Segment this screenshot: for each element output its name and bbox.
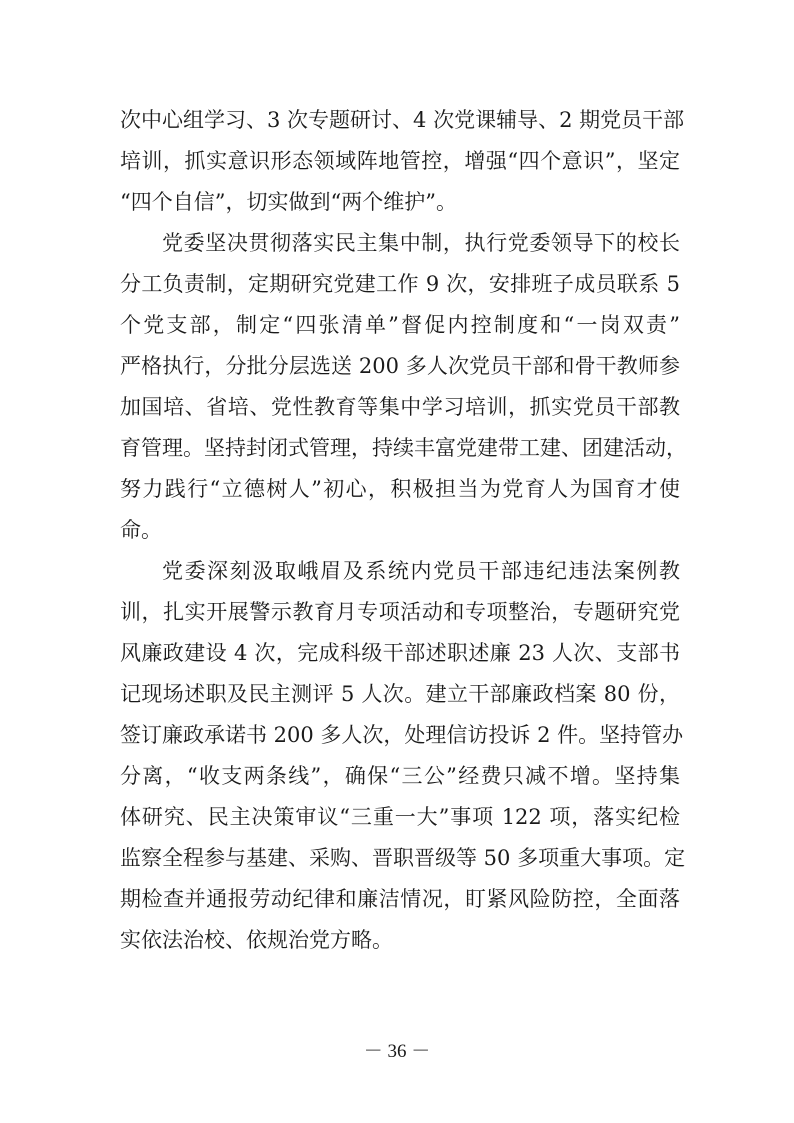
paragraph-2-line-8: 命。 <box>120 518 162 542</box>
paragraph-3-line-8: 监察全程参与基建、采购、晋职晋级等 50 多项重大事项。定 <box>120 846 686 870</box>
paragraph-2-line-3: 个党支部，制定“四张清单”督促内控制度和“一岗双责” <box>120 313 680 337</box>
paragraph-1-line-3: “四个自信”，切实做到“两个维护”。 <box>120 190 457 214</box>
paragraph-3-line-5: 签订廉政承诺书 200 多人次，处理信访投诉 2 件。坚持管办 <box>120 723 684 747</box>
paragraph-3-line-6: 分离，“收支两条线”，确保“三公”经费只减不增。坚持集 <box>120 764 680 788</box>
paragraph-2-line-4: 严格执行，分批分层选送 200 多人次党员干部和骨干教师参 <box>120 354 680 378</box>
paragraph-1-line-1: 次中心组学习、3 次专题研讨、4 次党课辅导、2 期党员干部 <box>120 108 685 132</box>
body-text <box>120 100 687 961</box>
page-number: － 36 － <box>363 1041 431 1062</box>
paragraph-3-line-3: 风廉政建设 4 次，完成科级干部述职述廉 23 人次、支部书 <box>120 641 680 665</box>
paragraph-3-line-4: 记现场述职及民主测评 5 人次。建立干部廉政档案 80 份， <box>120 682 680 706</box>
paragraph-3-line-10: 实依法治校、依规治党方略。 <box>120 928 393 952</box>
paragraph-3-line-2: 训，扎实开展警示教育月专项活动和专项整治，专题研究党 <box>120 600 680 624</box>
paragraph-2-line-5: 加国培、省培、党性教育等集中学习培训，抓实党员干部教 <box>120 395 680 419</box>
paragraph-3-line-7: 体研究、民主决策审议“三重一大”事项 122 项，落实纪检 <box>120 805 680 829</box>
paragraph-2-line-1: 党委坚决贯彻落实民主集中制，执行党委领导下的校长 <box>162 231 680 255</box>
paragraph-3-line-9: 期检查并通报劳动纪律和廉洁情况，盯紧风险防控，全面落 <box>120 887 680 911</box>
paragraph-2-line-7: 努力践行“立德树人”初心，积极担当为党育人为国育才使 <box>120 477 680 501</box>
paragraph-2-line-2: 分工负责制，定期研究党建工作 9 次，安排班子成员联系 5 <box>120 272 680 296</box>
paragraph-1-line-2: 培训，抓实意识形态领域阵地管控，增强“四个意识”，坚定 <box>120 149 680 173</box>
paragraph-2-line-6: 育管理。坚持封闭式管理，持续丰富党建带工建、团建活动， <box>120 436 687 460</box>
paragraph-3-line-1: 党委深刻汲取峨眉及系统内党员干部违纪违法案例教 <box>162 559 680 583</box>
